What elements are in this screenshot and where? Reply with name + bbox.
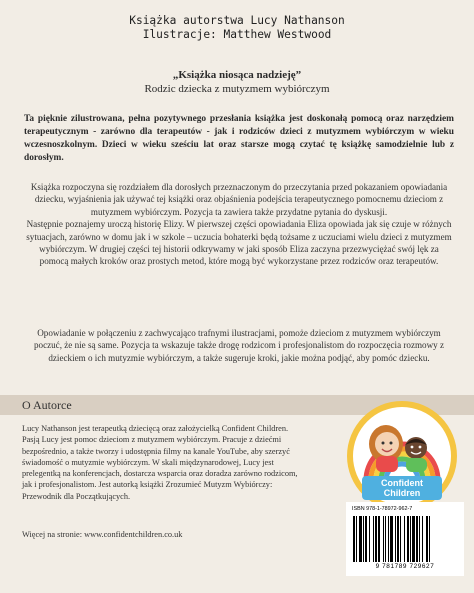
barcode-number: 9 781789 729627 <box>375 563 435 570</box>
tagline-attribution: Rodzic dziecka z mutyzmem wybiórczym <box>144 83 330 95</box>
website-link[interactable]: Więcej na stronie: www.confidentchildren.co.uk <box>22 530 183 539</box>
barcode-icon <box>352 516 458 562</box>
credits <box>0 14 474 42</box>
description-paragraph-2: Opowiadanie w połączeniu z zachwycająco trafnymi ilustracjami, pomoże dzieciom z mutyzmem wybiórczym poczuć, że nie są same. Pozycja ta wskazuje także drogę rodzicom i profesjonalistom do rozpoczęcia rozmowy z dzieckiem o ich mutyzmie wybiórczym, a także sugeruje kroki, jakie można podjąć, aby pomóc dziecku. <box>33 328 445 363</box>
description-paragraph-1 <box>24 181 454 268</box>
description-part-a: Książka rozpoczyna się rozdziałem dla dorosłych przeznaczonym do przeczytania przed pokazaniem opowiadania dziecku, wyjaśnienia jak używać tej książki oraz objaśnienia podejścia terapeutycznego pomocnemu dzieciom z mutyzmem wybiórczym. Pozycja ta zawiera także przydatne pytania do dyskusji. <box>30 182 448 217</box>
about-title: O Autorce <box>22 398 72 412</box>
about-text: Lucy Nathanson jest terapeutką dziecięcą oraz założycielką Confident Children. Pasją Lucy jest pomoc dzieciom z mutyzmem wybiórczym. Pracuje z dziećmi bezpośrednio, a także tworzy i udostępnia filmy na kanale YouTube, aby szerzyć świadomość o mutyzmie wybiórczym. W skali międzynarodowej, Lucy jest prelegentką na konferencjach, dostarcza wsparcia oraz doradza zarówno rodzicom, jak i profesjonalistom. Jest autorką książki Zrozumieć Mutyzm Wybiórczy: Przewodnik dla Początkujących. <box>22 424 298 501</box>
girl-face <box>375 432 399 456</box>
boy-shirt <box>406 458 427 472</box>
illustrator-line: Ilustracje: Matthew Westwood <box>142 28 332 41</box>
tagline-quote: „Książka niosąca nadzieję” <box>172 69 302 81</box>
logo-line-1: Confident <box>381 478 423 488</box>
intro-paragraph: Ta pięknie zilustrowana, pełna pozytywnego przesłania książka jest doskonałą pomocą oraz narzędziem terapeutycznym - zarówno dla terapeutów - jak i rodziców dzieci z mutyzmem wybiórczym w wieku wczesnoszkolnym. Dzieci w wieku sześciu lat oraz starsze mogą czytać tę książkę samodzielnie lub z dorosłym. <box>24 114 454 163</box>
isbn-box <box>346 502 464 576</box>
tagline <box>0 68 474 96</box>
confident-children-logo-icon <box>346 400 458 512</box>
isbn-label: ISBN 978-1-78972-962-7 <box>352 506 413 512</box>
author-line: Książka autorstwa Lucy Nathanson <box>129 14 345 27</box>
girl-shirt <box>376 456 398 472</box>
logo-line-2: Children <box>383 488 421 498</box>
description-part-b: Następnie poznajemy uroczą historię Elizy. W pierwszej części opowiadania Eliza opowiada jak się czuje w różnych sytuacjach, zarówno w domu jak i w szkole – uczucia bohaterki będą tożsame z uczuciami wielu dzieci z mutyzmem wybiórczym. W drugiej części tej historii odkrywamy w jaki sposób Eliza zaczyna przezwyciężać swój lęk za pomocą małych kroków oraz prostych metod, które mogą być wykorzystane przez rodziców oraz terapeutów. <box>26 219 452 267</box>
